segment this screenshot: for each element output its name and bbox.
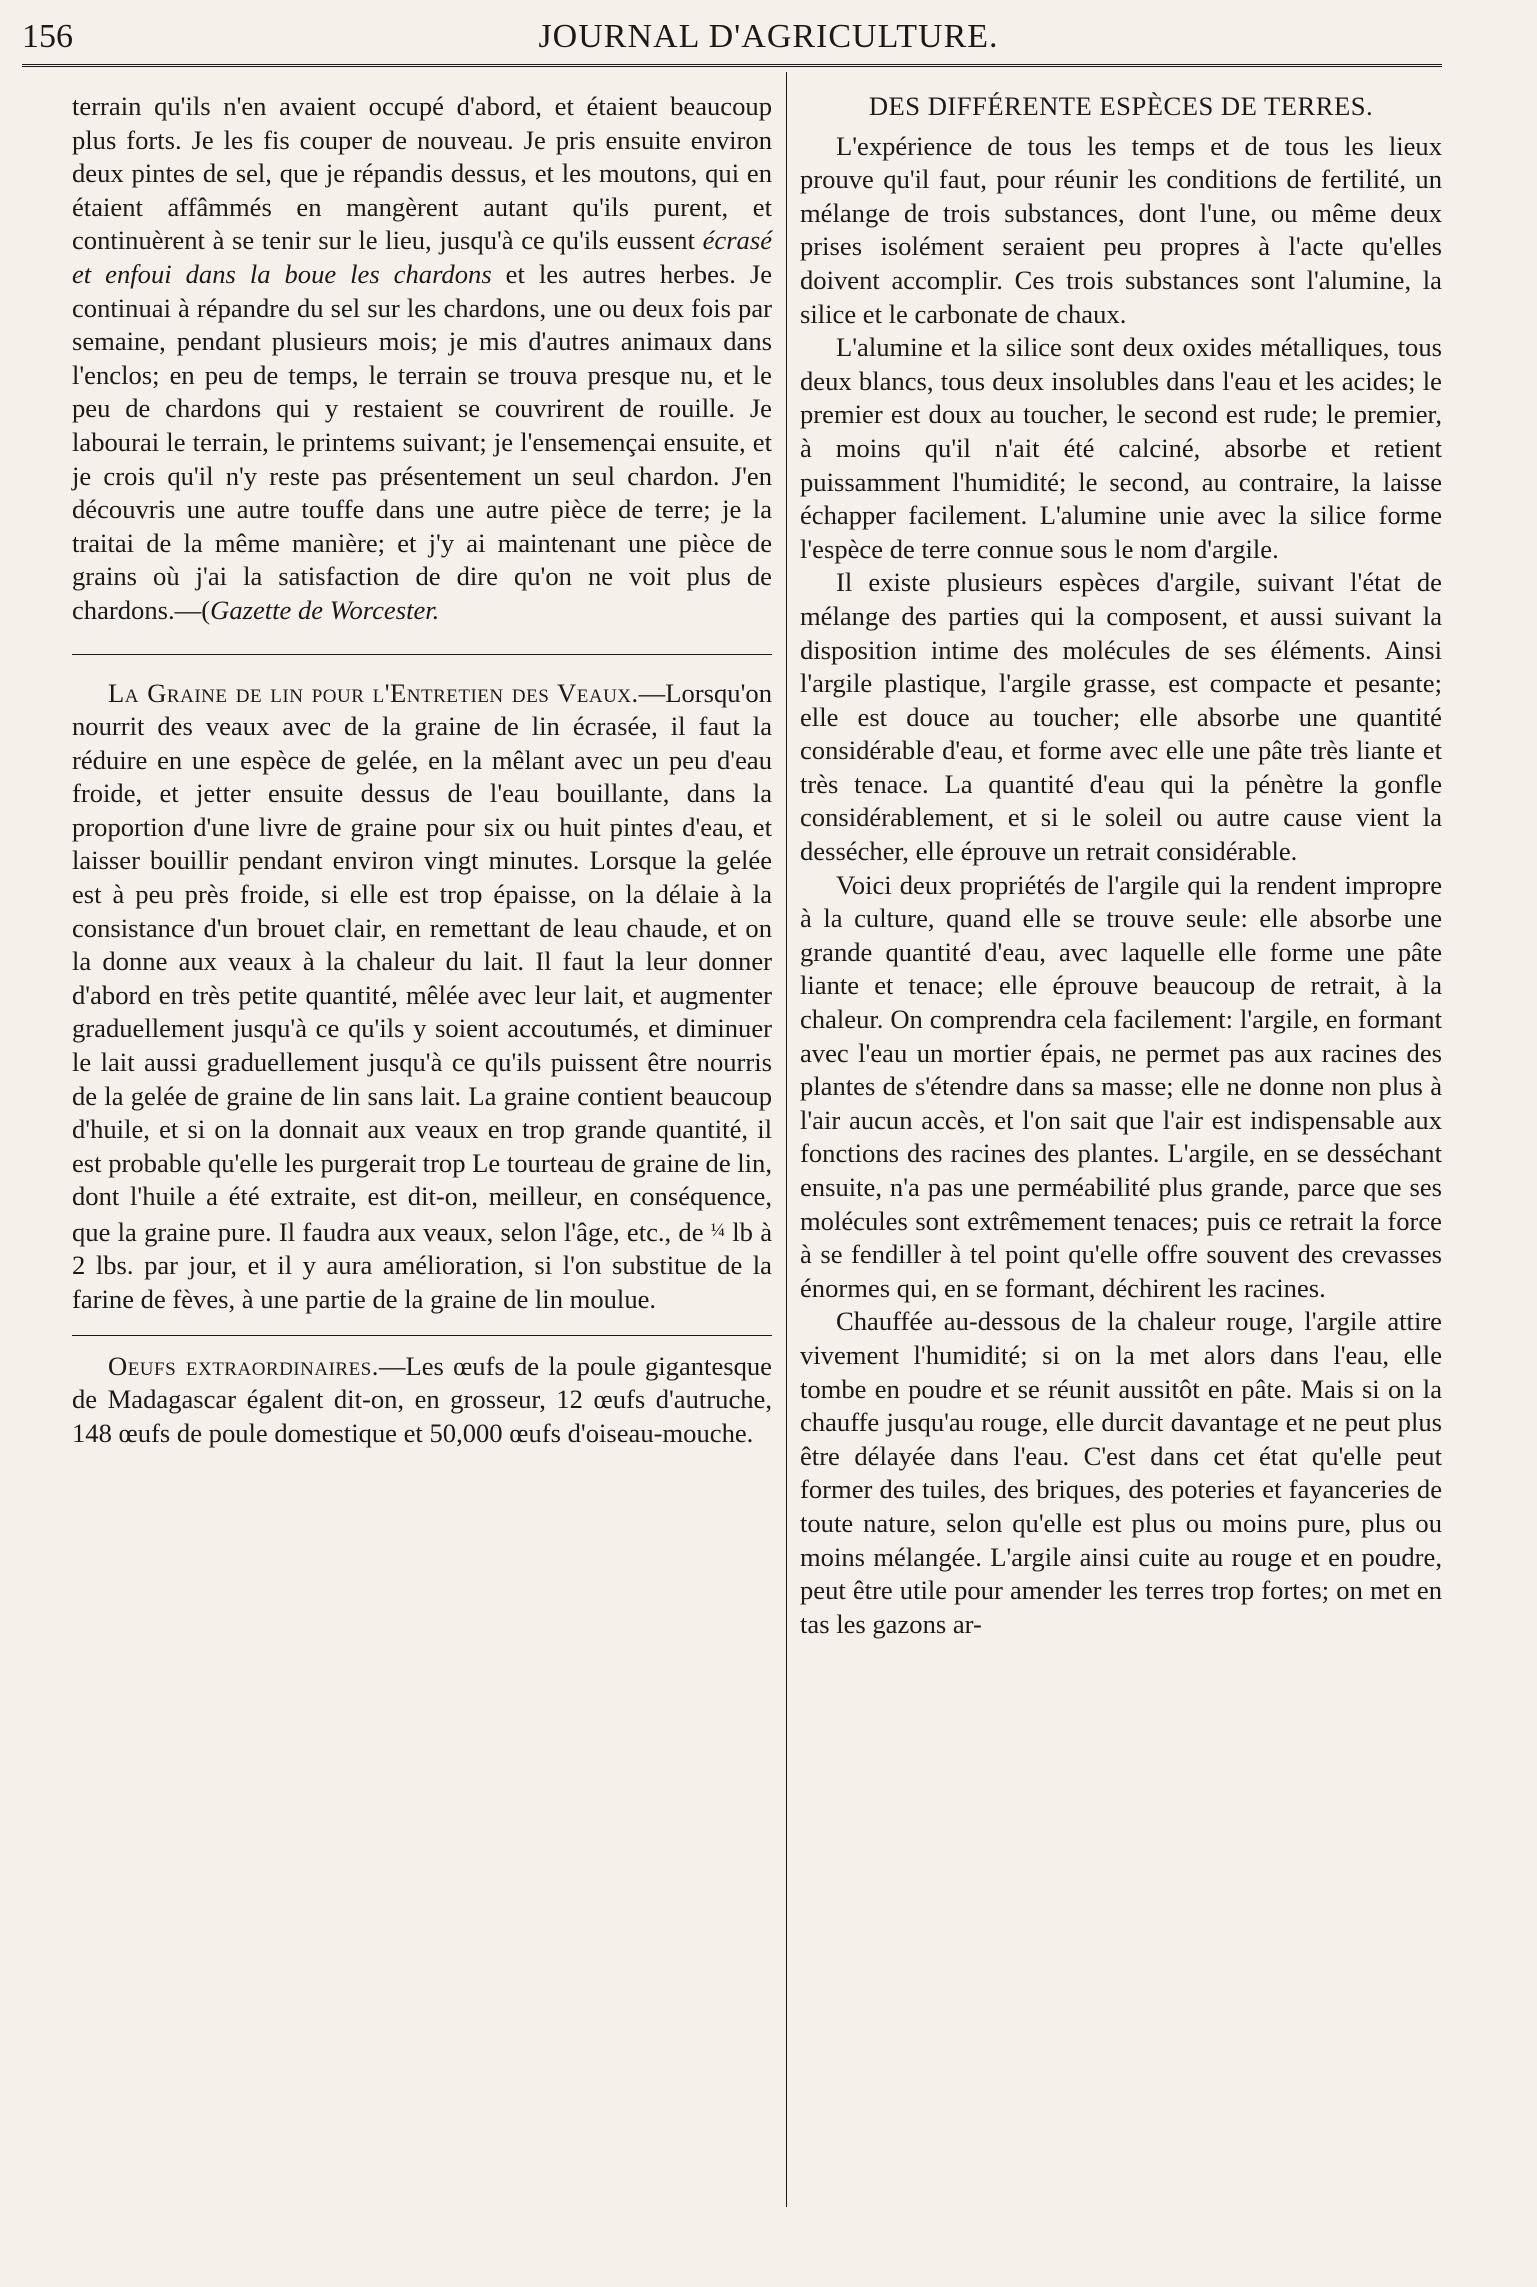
article-separator [72, 1335, 772, 1336]
fraction: ¼ [710, 1220, 726, 1241]
soil-article-title: DES DIFFÉRENTE ESPÈCES DE TERRES. [868, 91, 1374, 121]
paragraph: Voici deux propriétés de l'argile qui la rendent impropre à la culture, quand elle se trouve seule: elle absorbe une grande quantité d'eau, avec laquelle elle forme une pâte liante et tenace; elle éprouve beaucoup de retrait, à la chaleur. On comprendra cela facilement: l'argile, en formant avec l'eau un mortier épais, ne permet pas aux racines des plantes de s'étendre dans sa masse; elle ne donne non plus à l'air aucun accès, et l'on sait que l'air est indispensable aux fonctions des racines des plantes. L'argile, en se desséchant ensuite, n'a pas une perméabilité plus grande, parce que ses molécules sont extrêmement tenaces; puis ce retrait la force à se fendiller à tel point qu'elle offre souvent des crevasses énormes qui, en se formant, déchirent les racines. [800, 869, 1442, 1303]
header-rule [22, 64, 1442, 73]
paragraph: Il existe plusieurs espèces d'argile, suivant l'état de mélange des parties qui la composent, et aussi suivant la disposition intime des molécules de ses éléments. Ainsi l'argile plastique, l'argile grasse, est compacte et pesante; elle est douce au toucher; elle absorbe une quantité considérable d'eau, et forme avec elle une pâte très liante et très tenace. La quantité d'eau qui la pénètre la gonfle considérablement, et si le soleil ou autre cause vient la dessécher, elle éprouve un retrait considérable. [800, 567, 1442, 867]
paragraph: L'alumine et la silice sont deux oxides métalliques, tous deux blancs, tous deux insolubles dans l'eau et les acides; le premier est doux au toucher, le second est rude; le premier, à moins qu'il n'ait été calciné, absorbe et retient puissamment l'humidité; le second, au contraire, la laisse échapper facilement. L'alumine unie avec la silice forme l'espèce de terre connue sous le nom d'argile. [800, 332, 1442, 564]
running-title: JOURNAL D'AGRICULTURE. [538, 18, 999, 55]
article-separator [72, 654, 772, 655]
left-column [72, 90, 772, 1450]
linseed-article-title: La Graine de lin pour l'Entretien des Veaux. [108, 677, 639, 708]
page-number: 156 [22, 18, 73, 55]
linseed-article: La Graine de lin pour l'Entretien des Veaux.—Lorsqu'on nourrit des veaux avec de la graine de lin écrasée, il faut la réduire en une espèce de gelée, en la mêlant avec un peu d'eau froide, et jetter ensuite dessus de l'eau bouillante, dans la proportion d'une livre de graine pour six ou huit pintes d'eau, et laisser bouillir pendant environ vingt minutes. Lorsque la gelée est à peu près froide, si elle est trop épaisse, on la délaie à la consistance d'un brouet clair, en remettant de leau chaude, et on la donne aux veaux à la chaleur du lait. Il faut la leur donner d'abord en très petite quantité, mêlée avec leur lait, et augmenter graduellement jusqu'à ce qu'ils y soient accoutumés, et diminuer le lait aussi graduellement jusqu'à ce qu'ils puissent être nourris de la gelée de graine de lin sans lait. La graine contient beaucoup d'huile, et si on la donnait aux veaux en trop grande quantité, il est probable qu'elle les purgerait trop Le tourteau de graine de lin, dont l'huile a été extraite, est dit-on, meilleur, en conséquence, que la graine pure. Il faudra aux veaux, selon l'âge, etc., de ¼ lb à 2 lbs. par jour, et il y aura amélioration, si l'on substitue de la farine de fèves, à une partie de la graine de lin moulue. [72, 677, 772, 1314]
paragraph: L'expérience de tous les temps et de tous les lieux prouve qu'il faut, pour réunir les conditions de fertilité, un mélange de trois substances, dont l'une, ou même deux prises isolément seraient peu propres à l'acte qu'elles doivent accomplir. Ces trois substances sont l'alumine, la silice et le carbonate de chaux. [800, 130, 1442, 329]
source-citation: Gazette de Worcester. [210, 594, 440, 625]
thistle-article-body: terrain qu'ils n'en avaient occupé d'abord, et étaient beaucoup plus forts. Je les fis couper de nouveau. Je pris ensuite environ deux pintes de sel, que je répandis dessus, et les moutons, qui en étaient affâmmés en mangèrent autant qu'ils purent, et continuèrent à se tenir sur le lieu, jusqu'à ce qu'ils eussent écrasé et enfoui dans la boue les chardons et les autres herbes. Je continuai à répandre du sel sur les chardons, une ou deux fois par semaine, pendant plusieurs mois; je mis d'autres animaux dans l'enclos; en peu de temps, le terrain se trouva presque nu, et le peu de chardons qui y restaient se couvrirent de rouille. Je labourai le terrain, le printems suivant; je l'ensemençai ensuite, et je crois qu'il n'y reste pas présentement un seul chardon. J'en découvris une autre touffe dans une autre pièce de terre; je la traitai de la même manière; et j'y ai maintenant une pièce de grains où j'ai la satisfaction de dire qu'on ne voit plus de chardons.—(Gazette de Worcester. [72, 91, 773, 625]
paragraph: Chauffée au-dessous de la chaleur rouge, l'argile attire vivement l'humidité; si on la met alors dans l'eau, elle tombe en poudre et se réunit aussitôt en pâte. Mais si on la chauffe jusqu'au rouge, elle durcit davantage et ne peut plus être délayée dans l'eau. C'est dans cet état qu'elle peut former des tuiles, des briques, des poteries et fayanceries de toute nature, selon qu'elle est plus ou moins pure, plus ou moins mélangée. L'argile ainsi cuite au rouge et en poudre, peut être utile pour amender les terres trop fortes; on met en tas les gazons ar- [800, 1306, 1442, 1639]
eggs-article: Oeufs extraordinaires.—Les œufs de la poule gigantesque de Madagascar égalent dit-on, en grosseur, 12 œufs d'autruche, 148 œufs de poule domestique et 50,000 œufs d'oiseau-mouche. [72, 1350, 772, 1448]
eggs-article-title: Oeufs extraordinaires. [108, 1350, 379, 1381]
right-column [800, 90, 1442, 1641]
column-divider [786, 72, 787, 2207]
emphasis-text: écrasé et enfoui dans la boue les chardons [72, 225, 772, 289]
